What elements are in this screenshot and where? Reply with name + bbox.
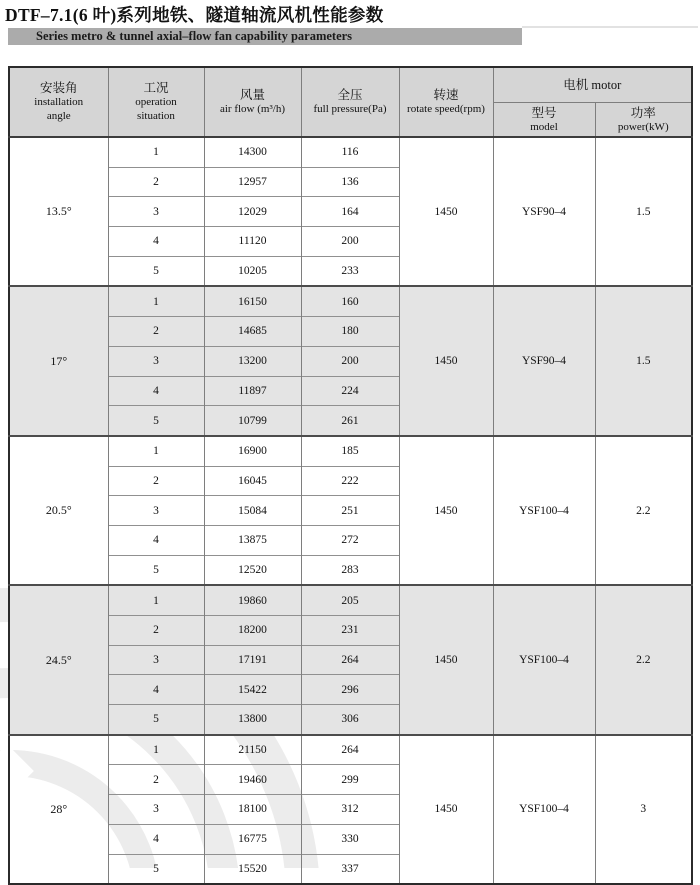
pressure-cell: 164: [301, 197, 399, 227]
pressure-cell: 306: [301, 705, 399, 735]
flow-cell: 13200: [204, 346, 301, 376]
header-motor: [493, 67, 692, 103]
pressure-cell: 337: [301, 854, 399, 884]
pressure-cell: 160: [301, 286, 399, 316]
situation-cell: 5: [108, 256, 204, 286]
situation-cell: 3: [108, 197, 204, 227]
situation-cell: 4: [108, 376, 204, 406]
situation-cell: 2: [108, 616, 204, 646]
pressure-cell: 200: [301, 227, 399, 257]
situation-cell: 3: [108, 496, 204, 526]
power-cell: 2.2: [595, 436, 692, 585]
flow-cell: 18200: [204, 616, 301, 646]
flow-cell: 11897: [204, 376, 301, 406]
pressure-cell: 330: [301, 824, 399, 854]
model-cell: YSF90–4: [493, 286, 595, 435]
situation-cell: 4: [108, 525, 204, 555]
header-situation-zh: 工况: [143, 81, 169, 96]
situation-cell: 5: [108, 854, 204, 884]
table-header: [9, 67, 692, 137]
pressure-cell: 136: [301, 167, 399, 197]
pressure-cell: 224: [301, 376, 399, 406]
header-power: [595, 103, 692, 138]
angle-group-20-5: [9, 436, 692, 585]
table-row: [9, 436, 692, 466]
pressure-cell: 231: [301, 616, 399, 646]
situation-cell: 3: [108, 795, 204, 825]
flow-cell: 13875: [204, 525, 301, 555]
flow-cell: 16045: [204, 466, 301, 496]
situation-cell: 3: [108, 645, 204, 675]
flow-cell: 16900: [204, 436, 301, 466]
pressure-cell: 272: [301, 525, 399, 555]
power-cell: 1.5: [595, 137, 692, 286]
header-full-pressure: [301, 67, 399, 137]
flow-cell: 10799: [204, 406, 301, 436]
pressure-cell: 264: [301, 735, 399, 765]
angle-cell: 13.5°: [9, 137, 108, 286]
speed-cell: 1450: [399, 735, 493, 884]
angle-cell: 28°: [9, 735, 108, 884]
pressure-cell: 200: [301, 346, 399, 376]
power-cell: 2.2: [595, 585, 692, 734]
pressure-cell: 116: [301, 137, 399, 167]
speed-cell: 1450: [399, 286, 493, 435]
table-row: [9, 735, 692, 765]
table-row: [9, 585, 692, 615]
subtitle-text: Series metro & tunnel axial–flow fan capability parameters: [36, 29, 353, 43]
pressure-cell: 222: [301, 466, 399, 496]
situation-cell: 1: [108, 735, 204, 765]
situation-cell: 4: [108, 227, 204, 257]
situation-cell: 5: [108, 705, 204, 735]
model-cell: YSF90–4: [493, 137, 595, 286]
pressure-cell: 205: [301, 585, 399, 615]
angle-group-24-5: [9, 585, 692, 734]
power-cell: 3: [595, 735, 692, 884]
situation-cell: 1: [108, 137, 204, 167]
angle-group-17: [9, 286, 692, 435]
table-row: [9, 286, 692, 316]
model-cell: YSF100–4: [493, 735, 595, 884]
header-pressure-en: full pressure(Pa): [313, 103, 387, 116]
situation-cell: 2: [108, 317, 204, 347]
pressure-cell: 264: [301, 645, 399, 675]
header-power-en: power(kW): [617, 120, 669, 133]
header-angle-zh: 安装角: [39, 81, 78, 96]
pressure-cell: 261: [301, 406, 399, 436]
situation-cell: 2: [108, 765, 204, 795]
pressure-cell: 180: [301, 317, 399, 347]
situation-cell: 2: [108, 167, 204, 197]
model-cell: YSF100–4: [493, 436, 595, 585]
angle-cell: 20.5°: [9, 436, 108, 585]
header-flow-en: air flow (m³/h): [219, 103, 285, 116]
angle-group-13-5: [9, 137, 692, 286]
situation-cell: 4: [108, 824, 204, 854]
table-row: [9, 137, 692, 167]
header-speed-en: rotate speed(rpm): [407, 103, 485, 116]
situation-cell: 2: [108, 466, 204, 496]
angle-group-28: [9, 735, 692, 884]
header-angle-en2: angle: [46, 110, 71, 123]
situation-cell: 5: [108, 406, 204, 436]
speed-cell: 1450: [399, 436, 493, 585]
flow-cell: 21150: [204, 735, 301, 765]
pressure-cell: 312: [301, 795, 399, 825]
angle-cell: 17°: [9, 286, 108, 435]
header-angle-en1: installation: [34, 96, 84, 109]
pressure-cell: 296: [301, 675, 399, 705]
flow-cell: 11120: [204, 227, 301, 257]
flow-cell: 14300: [204, 137, 301, 167]
situation-cell: 1: [108, 585, 204, 615]
flow-cell: 10205: [204, 256, 301, 286]
header-model-en: model: [530, 120, 558, 133]
flow-cell: 13800: [204, 705, 301, 735]
header-situation-en1: operation: [135, 96, 177, 109]
subtitle-bar: [8, 28, 522, 45]
flow-cell: 15084: [204, 496, 301, 526]
situation-cell: 3: [108, 346, 204, 376]
header-installation-angle: [9, 67, 108, 137]
flow-cell: 19860: [204, 585, 301, 615]
pressure-cell: 185: [301, 436, 399, 466]
header-speed-zh: 转速: [433, 88, 459, 102]
header-rotate-speed: [399, 67, 493, 137]
header-flow-zh: 风量: [239, 88, 265, 102]
subtitle-rule: [522, 26, 698, 28]
header-power-zh: 功率: [630, 105, 656, 120]
flow-cell: 16150: [204, 286, 301, 316]
flow-cell: 18100: [204, 795, 301, 825]
pressure-cell: 299: [301, 765, 399, 795]
speed-cell: 1450: [399, 585, 493, 734]
flow-cell: 15520: [204, 854, 301, 884]
header-operation-situation: [108, 67, 204, 137]
speed-cell: 1450: [399, 137, 493, 286]
header-model-zh: 型号: [531, 105, 557, 120]
fan-parameters-table: [8, 66, 693, 885]
flow-cell: 14685: [204, 317, 301, 347]
power-cell: 1.5: [595, 286, 692, 435]
pressure-cell: 283: [301, 555, 399, 585]
angle-cell: 24.5°: [9, 585, 108, 734]
flow-cell: 12520: [204, 555, 301, 585]
header-pressure-zh: 全压: [337, 88, 363, 102]
situation-cell: 1: [108, 286, 204, 316]
header-situation-en2: situation: [137, 110, 175, 123]
header-model: [493, 103, 595, 138]
situation-cell: 4: [108, 675, 204, 705]
flow-cell: 16775: [204, 824, 301, 854]
flow-cell: 19460: [204, 765, 301, 795]
pressure-cell: 233: [301, 256, 399, 286]
situation-cell: 5: [108, 555, 204, 585]
flow-cell: 12957: [204, 167, 301, 197]
flow-cell: 15422: [204, 675, 301, 705]
page-title: DTF–7.1(6 叶)系列地铁、隧道轴流风机性能参数: [5, 5, 384, 25]
flow-cell: 12029: [204, 197, 301, 227]
model-cell: YSF100–4: [493, 585, 595, 734]
situation-cell: 1: [108, 436, 204, 466]
header-motor-label: 电机 motor: [563, 77, 622, 92]
pressure-cell: 251: [301, 496, 399, 526]
header-air-flow: [204, 67, 301, 137]
flow-cell: 17191: [204, 645, 301, 675]
